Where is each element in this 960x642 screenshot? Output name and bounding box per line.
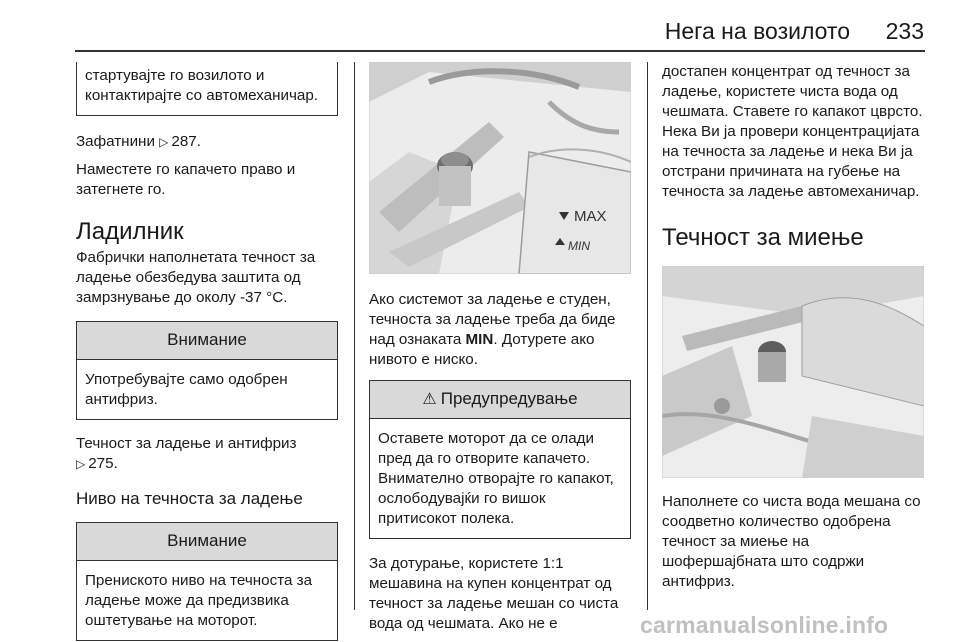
washer-fluid-heading: Течност за миење (662, 224, 864, 251)
fasteners-label: Зафатнини (76, 133, 155, 150)
coolant-antifreeze-label: Течност за ладење и антифриз (76, 435, 297, 452)
fasteners-paragraph (76, 132, 338, 152)
radiator-paragraph: Фабрички наполнетата течност за ладење обезбедува заштита од замрзнување до околу -37 °C. (76, 249, 316, 306)
min-mark-label: MIN (465, 331, 494, 348)
cold-system-text: Ако системот за ладење е студен, течноста за ладење треба да биде над ознаката (369, 291, 616, 348)
warning-triangle-icon: ⚠ (422, 391, 437, 408)
replace-cap-paragraph: Наместете го капачето право и затегнете го. (76, 161, 296, 198)
warning-box (369, 380, 631, 539)
topup-paragraph: За дотурање, користете 1:1 мешавина на купен концентрат од течност за ладење мешан со чиста вода од чешмата. Ако не е (369, 555, 619, 632)
fasteners-page-ref[interactable]: ▷ 287. (159, 133, 201, 150)
column-2 (369, 62, 631, 634)
max-marking: MAX (574, 208, 607, 225)
caution-text: Употребувајте само одобрен антифриз. (85, 371, 288, 408)
header-rule (75, 50, 925, 52)
washer-reservoir-photo (662, 266, 924, 478)
coolant-antifreeze-paragraph (76, 434, 338, 474)
continued-paragraph: достапен концентрат од течност за ладење, користете чиста вода од чешмата. Ставете го капакот цврсто. Нека Ви ја провери концентрацијата на течноста за ладење и нека Ви ја отстрани причината на губење на течноста за ладење автомеханичар. (662, 63, 923, 200)
continued-notice-box (76, 62, 338, 116)
coolant-level-heading: Ниво на течноста за ладење (76, 489, 303, 508)
radiator-heading: Ладилник (76, 218, 184, 245)
washer-fluid-paragraph: Наполнете со чиста вода мешана со соодветно количество одобрена течност за миење на шофершајбната што содржи антифриз. (662, 493, 921, 590)
column-1 (76, 62, 338, 641)
warning-text: Оставете моторот да се олади пред да го отворите капачето. Внимателно отворајте го капакот, ослободувајќи го вишок притисокот полека. (378, 430, 614, 527)
caution-title: Внимание (77, 322, 337, 360)
continued-notice-text: стартувајте го возилото и контактирајте со автомеханичар. (85, 67, 319, 104)
caution-text: Прениското ниво на течноста за ладење може да предизвика оштетување на моторот. (85, 572, 313, 629)
warning-header (370, 381, 630, 419)
column-3 (662, 62, 926, 592)
column-divider (647, 62, 648, 610)
watermark-logo: carmanualsonline.info (640, 612, 889, 638)
caution-box-level (76, 522, 338, 641)
cold-system-text-end: . Дотурете ако нивото е ниско. (369, 331, 595, 368)
cold-system-paragraph (369, 290, 631, 370)
min-marking: MIN (568, 239, 590, 253)
page-number: 233 (885, 18, 924, 44)
caution-title: Внимание (77, 523, 337, 561)
coolant-page-ref[interactable]: ▷ 275. (76, 455, 118, 472)
coolant-reservoir-photo (369, 62, 631, 274)
warning-title: Предупредување (440, 389, 578, 408)
caution-box-antifreeze (76, 321, 338, 420)
column-divider (354, 62, 355, 610)
header-title: Нега на возилото (664, 18, 850, 44)
